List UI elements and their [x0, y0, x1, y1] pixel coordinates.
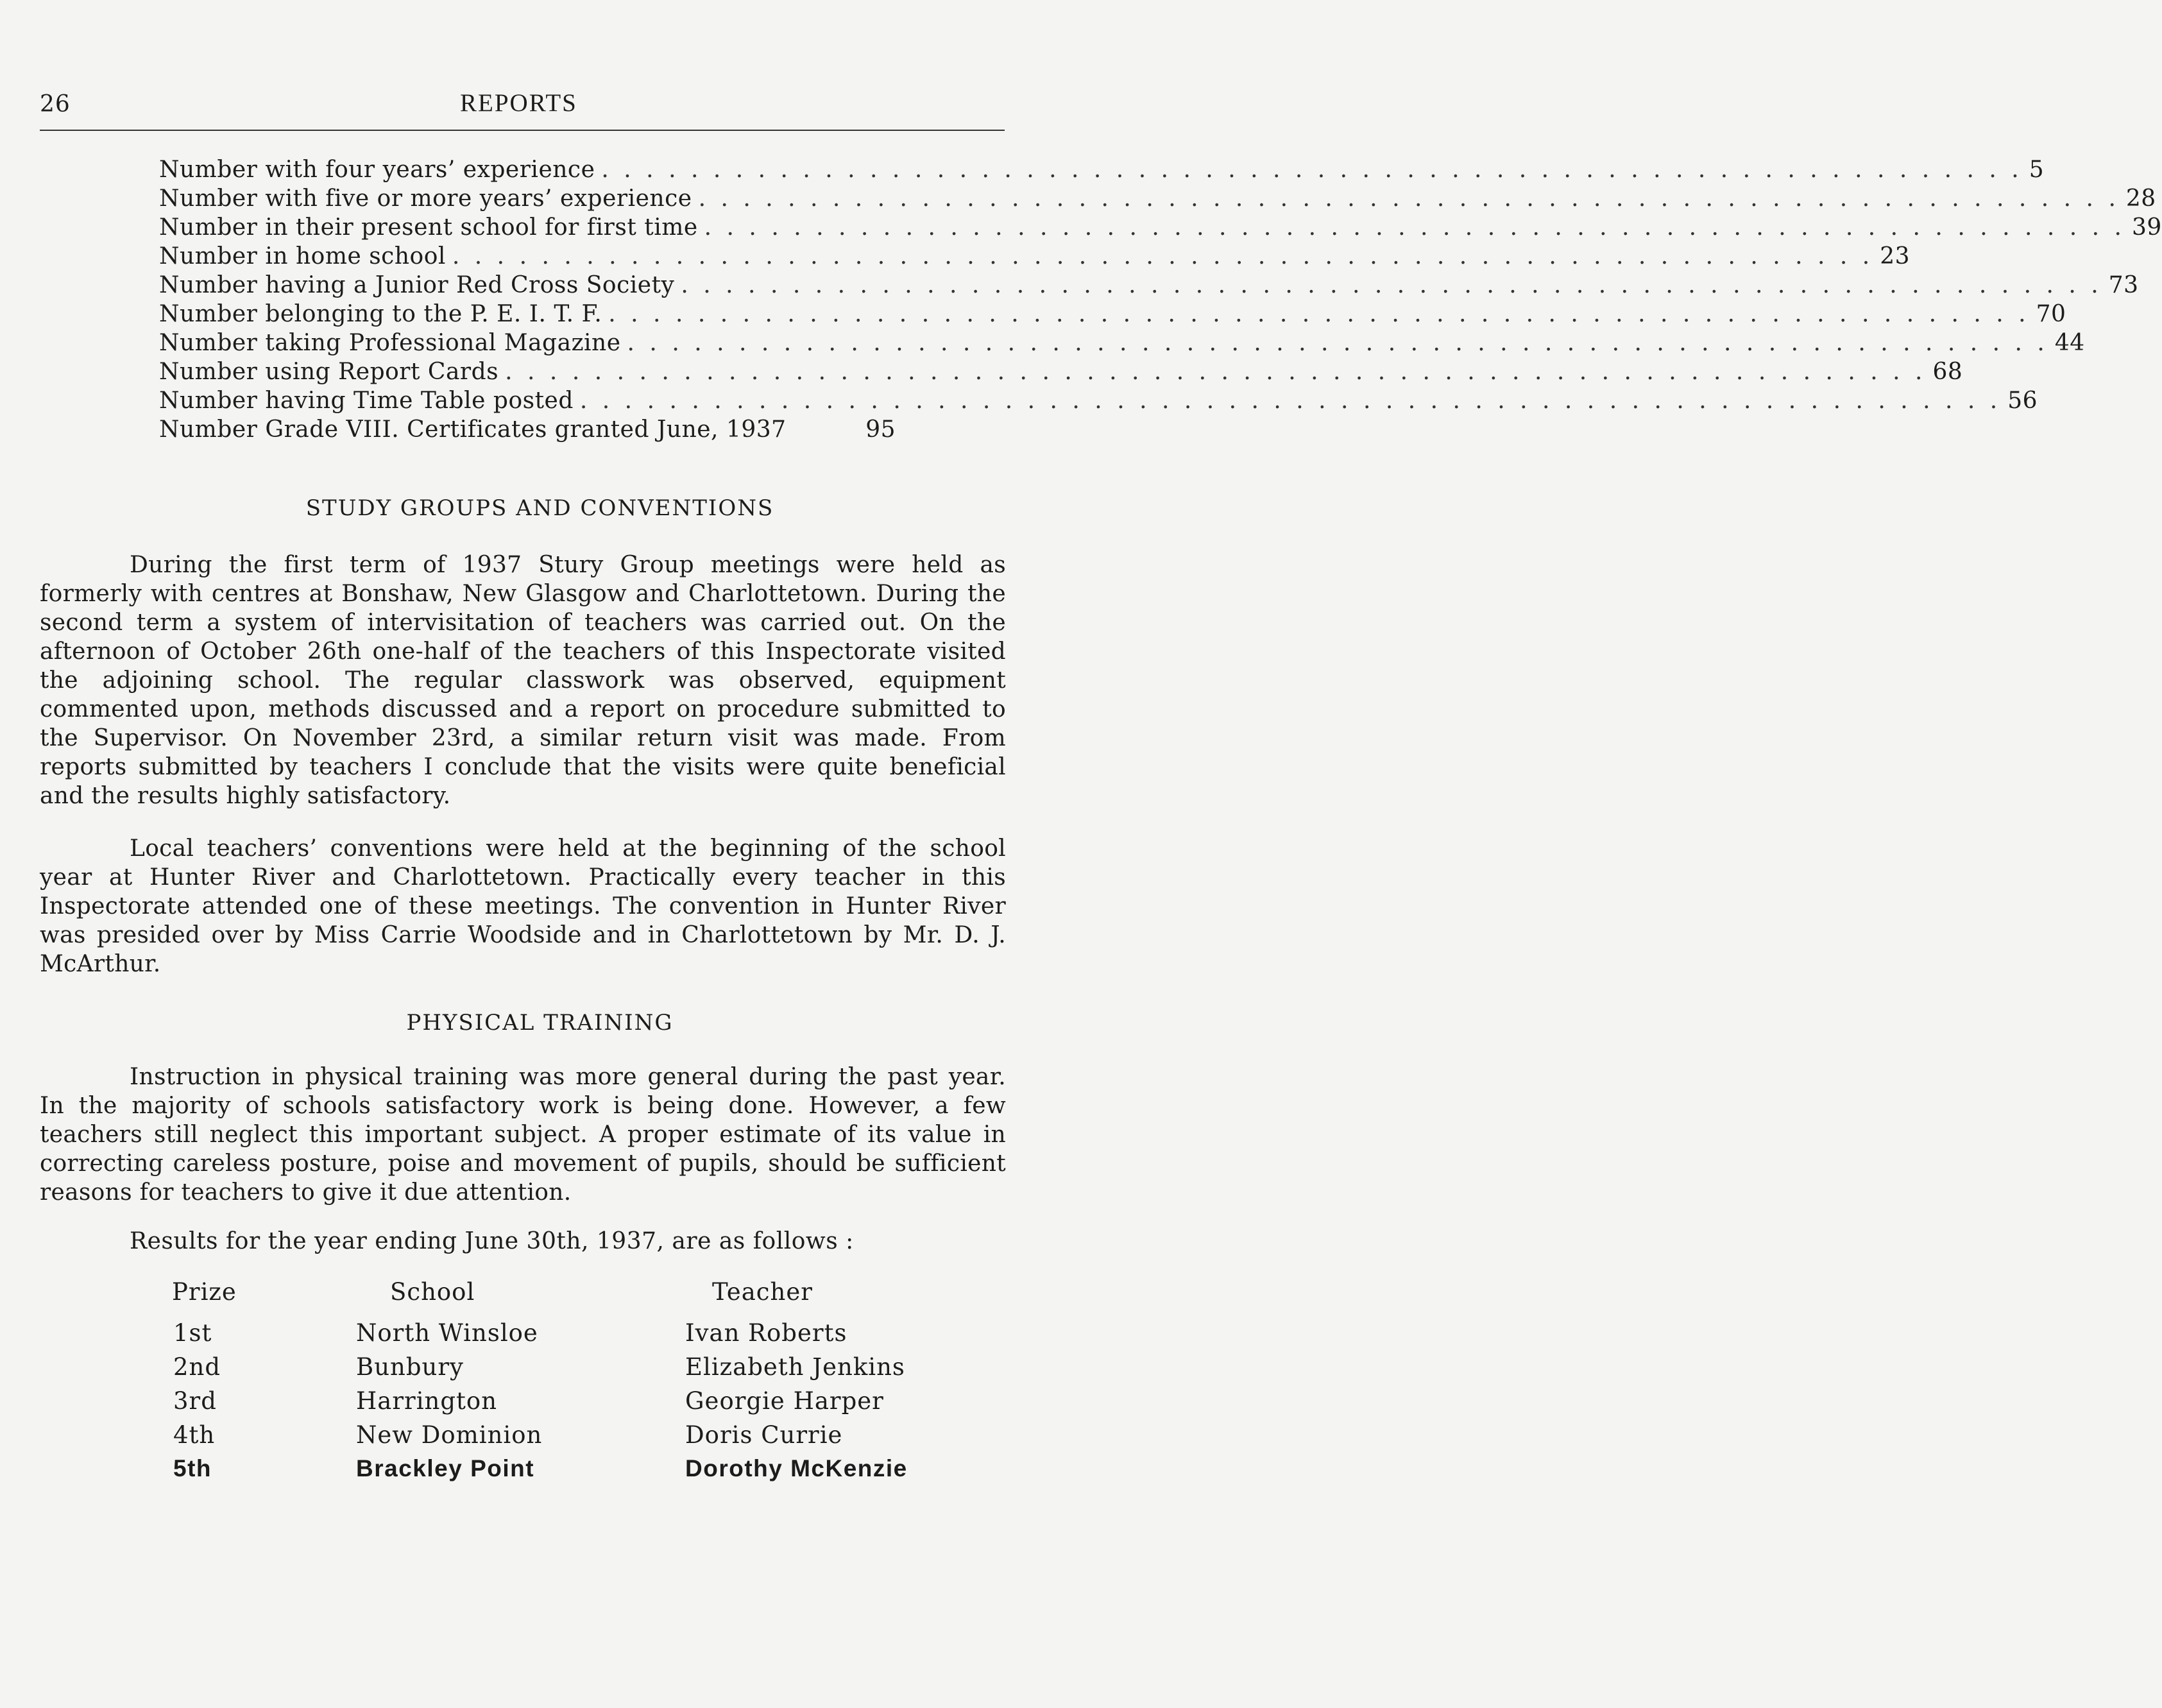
dot-leader: . . . . . . . . . . . . . . . . . . . . . . . . . . . . . . . . . . . . . . . . . . . . . . . . . . . . . . . . . . . . . . . . — [704, 214, 2125, 241]
stat-row — [159, 330, 2085, 359]
stat-row — [159, 416, 896, 445]
stat-value: 5 — [2029, 157, 2045, 183]
column-header-teacher: Teacher — [712, 1278, 813, 1306]
statistics-list — [159, 157, 2162, 445]
table-row — [160, 1387, 962, 1421]
prize-cell: 5th — [173, 1455, 212, 1482]
section-heading-physical-training: PHYSICAL TRAINING — [406, 1010, 674, 1036]
stat-value: 44 — [2054, 330, 2085, 356]
teacher-cell: Georgie Harper — [685, 1387, 884, 1415]
teacher-cell: Doris Currie — [685, 1421, 843, 1449]
page-header — [40, 86, 1006, 132]
running-head: REPORTS — [460, 89, 577, 117]
stat-row — [159, 301, 2066, 330]
prize-cell: 4th — [173, 1421, 216, 1449]
stat-value: 68 — [1932, 359, 1963, 385]
page-number: 26 — [40, 91, 71, 117]
stat-label: Number having Time Table posted — [159, 388, 574, 414]
school-cell: Brackley Point — [356, 1455, 535, 1482]
paragraph-physical-training: Instruction in physical training was more general during the past year. In the majority of schools satisfactory work is being done. However, a few teachers still neglect this important subject. A proper estimate of its value in correcting careless posture, poise and movement of pupils, should be sufficient reasons for teachers to give it due attention. — [40, 1064, 1006, 1206]
results-intro: Results for the year ending June 30th, 1937, are as follows : — [130, 1228, 854, 1254]
stat-row — [159, 243, 1911, 272]
dot-leader: . . . . . . . . . . . . . . . . . . . . . . . . . . . . . . . . . . . . . . . . . . . . . . . . . . . . . . . . . . . . . . . . — [608, 301, 2030, 327]
stat-label: Number with four years’ experience — [159, 157, 595, 183]
stat-row — [159, 359, 1963, 388]
dot-leader: . . . . . . . . . . . . . . . . . . . . . . . . . . . . . . . . . . . . . . . . . . . . . . . . . . . . . . . . . . . . . . . . — [579, 388, 2002, 414]
stat-value: 39 — [2131, 214, 2162, 241]
stat-value: 56 — [2007, 388, 2038, 414]
dot-leader: . . . . . . . . . . . . . . . . . . . . . . . . . . . . . . . . . . . . . . . . . . . . . . . . . . . . . . . . . . . . . . . . — [452, 243, 1874, 269]
paragraph-conventions: Local teachers’ conventions were held at the beginning of the school year at Hunter River and Charlottetown. Practically every teacher in this Inspectorate attended one of these meetings. The convention in Hunter River was presided over by Miss Carrie Woodside and in Charlottetown by Mr. D. J. McArthur. — [40, 835, 1006, 977]
prize-results-table — [160, 1278, 962, 1489]
school-cell: North Winsloe — [356, 1319, 538, 1347]
stat-value: 28 — [2125, 185, 2156, 212]
table-header-row — [160, 1278, 962, 1319]
stat-value: 73 — [2108, 272, 2139, 298]
column-header-prize: Prize — [172, 1278, 237, 1306]
header-rule — [40, 130, 1005, 131]
table-row — [160, 1455, 962, 1489]
stat-label: Number taking Professional Magazine — [159, 330, 621, 356]
stat-label: Number with five or more years’ experience — [159, 185, 692, 212]
stat-label: Number using Report Cards — [159, 359, 499, 385]
school-cell: Bunbury — [356, 1353, 464, 1381]
dot-leader: . . . . . . . . . . . . . . . . . . . . . . . . . . . . . . . . . . . . . . . . . . . . . . . . . . . . . . . . . . . . . . . . — [627, 330, 2048, 356]
teacher-cell: Elizabeth Jenkins — [685, 1353, 905, 1381]
table-row — [160, 1353, 962, 1387]
stat-row — [159, 185, 2156, 214]
stat-label: Number Grade VIII. Certificates granted June, 1937 — [159, 416, 787, 443]
dot-leader: . . . . . . . . . . . . . . . . . . . . . . . . . . . . . . . . . . . . . . . . . . . . . . . . . . . . . . . . . . . . . . . . — [601, 157, 2023, 183]
stat-row — [159, 214, 2162, 243]
prize-cell: 3rd — [173, 1387, 217, 1415]
table-row — [160, 1421, 962, 1455]
school-cell: Harrington — [356, 1387, 498, 1415]
stat-label: Number in home school — [159, 243, 446, 269]
stat-label: Number in their present school for first time — [159, 214, 698, 241]
teacher-cell: Dorothy McKenzie — [685, 1455, 908, 1482]
paragraph-study-groups: During the first term of 1937 Stury Group meetings were held as formerly with centres at Bonshaw, New Glasgow and Charlottetown. During the second term a system of intervisitation of teachers was carried out. On the afternoon of October 26th one-half of the teachers of this Inspectorate visited the adjoining school. The regular classwork was observed, equipment commented upon, methods discussed and a report on procedure submitted to the Supervisor. On November 23rd, a similar return visit was made. From reports submitted by teachers I conclude that the visits were quite beneficial and the results highly satisfactory. — [40, 552, 1006, 809]
dot-leader: . . . . . . . . . . . . . . . . . . . . . . . . . . . . . . . . . . . . . . . . . . . . . . . . . . . . . . . . . . . . . . . . — [681, 272, 2102, 298]
stat-label: Number having a Junior Red Cross Society — [159, 272, 675, 298]
dot-leader: . . . . . . . . . . . . . . . . . . . . . . . . . . . . . . . . . . . . . . . . . . . . . . . . . . . . . . . . . . . . . . . . — [505, 359, 1927, 385]
teacher-cell: Ivan Roberts — [685, 1319, 847, 1347]
stat-value: 95 — [865, 416, 896, 443]
prize-cell: 2nd — [173, 1353, 221, 1381]
stat-value: 23 — [1880, 243, 1911, 269]
table-row — [160, 1319, 962, 1353]
column-header-school: School — [390, 1278, 475, 1306]
prize-cell: 1st — [173, 1319, 212, 1347]
dot-leader: . . . . . . . . . . . . . . . . . . . . . . . . . . . . . . . . . . . . . . . . . . . . . . . . . . . . . . . . . . . . . . . . — [698, 185, 2120, 212]
stat-row — [159, 388, 2038, 416]
school-cell: New Dominion — [356, 1421, 543, 1449]
stat-value: 70 — [2036, 301, 2066, 327]
stat-row — [159, 272, 2139, 301]
stat-row — [159, 157, 2045, 185]
stat-label: Number belonging to the P. E. I. T. F. — [159, 301, 602, 327]
section-heading-study-groups: STUDY GROUPS AND CONVENTIONS — [305, 495, 774, 521]
